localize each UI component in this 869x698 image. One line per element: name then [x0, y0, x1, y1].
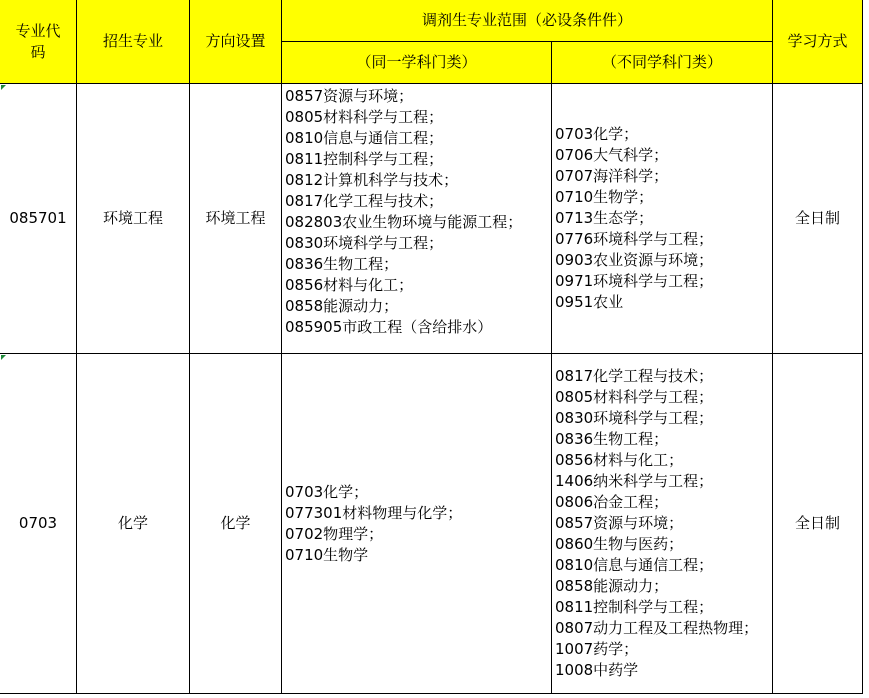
list-item: 1007药学； — [555, 640, 639, 658]
header-direction-text: 方向设置 — [205, 32, 266, 50]
list-item: 0812计算机科学与技术； — [285, 171, 459, 189]
cell-marker-icon — [1, 355, 6, 360]
row2-direction-text: 化学 — [220, 514, 251, 532]
row2-diff-list — [552, 354, 773, 694]
row2-code — [0, 354, 77, 694]
list-item: 0710生物学； — [555, 188, 654, 206]
list-item: 0710生物学 — [285, 545, 369, 564]
row2-major — [77, 354, 190, 694]
row1-study-mode-text: 全日制 — [794, 209, 840, 227]
list-item: 0951农业 — [555, 293, 624, 311]
row2-study-mode-text: 全日制 — [794, 514, 840, 532]
list-item: 0707海洋科学； — [555, 167, 669, 185]
list-item: 0856材料与化工； — [555, 451, 684, 469]
header-major — [77, 0, 190, 84]
row1-direction — [190, 84, 282, 354]
list-item: 0805材料科学与工程； — [285, 108, 444, 126]
row1-code — [0, 84, 77, 354]
list-item: 082803农业生物环境与能源工程； — [285, 213, 523, 231]
row1-direction-text: 环境工程 — [205, 209, 266, 227]
row1-study-mode — [773, 84, 863, 354]
header-code — [0, 0, 77, 84]
list-item: 0703化学； — [555, 125, 639, 143]
header-study-mode — [773, 0, 863, 84]
list-item: 1406纳米科学与工程； — [555, 472, 714, 490]
row2-study-mode — [773, 354, 863, 694]
list-item: 0807动力工程及工程热物理； — [555, 619, 759, 637]
header-major-text: 招生专业 — [102, 32, 163, 50]
list-item: 077301材料物理与化学； — [285, 503, 463, 522]
row1-major-text: 环境工程 — [102, 209, 163, 227]
row1-major — [77, 84, 190, 354]
list-item: 0830环境科学与工程； — [555, 409, 714, 427]
list-item: 0903农业资源与环境； — [555, 251, 714, 269]
row1-diff-list — [552, 84, 773, 354]
list-item: 0857资源与环境； — [285, 87, 414, 105]
list-item: 0776环境科学与工程； — [555, 230, 714, 248]
list-item: 0702物理学； — [285, 524, 384, 543]
list-item: 0858能源动力； — [285, 297, 399, 315]
list-item: 0811控制科学与工程； — [555, 598, 714, 616]
list-item: 0810信息与通信工程； — [555, 556, 714, 574]
list-item: 1008中药学 — [555, 661, 639, 679]
list-item: 0706大气科学； — [555, 146, 669, 164]
list-item: 0810信息与通信工程； — [285, 129, 444, 147]
header-transfer-range-text: 调剂生专业范围（必设条件件） — [421, 11, 632, 29]
list-item: 0857资源与环境； — [555, 514, 684, 532]
list-item: 085905市政工程（含给排水） — [285, 318, 493, 336]
list-item: 0713生态学； — [555, 209, 654, 227]
list-item: 0811控制科学与工程； — [285, 150, 444, 168]
header-diff-category-text: （不同学科门类） — [601, 53, 722, 71]
list-item: 0805材料科学与工程； — [555, 388, 714, 406]
list-item: 0971环境科学与工程； — [555, 272, 714, 290]
header-same-category-text: （同一学科门类） — [356, 53, 477, 71]
header-direction — [190, 0, 282, 84]
list-item: 0856材料与化工； — [285, 276, 414, 294]
list-item: 0860生物与医药； — [555, 535, 684, 553]
list-item: 0836生物工程； — [555, 430, 669, 448]
row2-major-text: 化学 — [117, 514, 148, 532]
list-item: 0806冶金工程； — [555, 493, 669, 511]
list-item: 0830环境科学与工程； — [285, 234, 444, 252]
list-item: 0836生物工程； — [285, 255, 399, 273]
list-item: 0703化学； — [285, 482, 369, 501]
header-study-mode-text: 学习方式 — [787, 32, 848, 50]
header-diff-category — [552, 42, 773, 84]
list-item: 0858能源动力； — [555, 577, 669, 595]
header-transfer-range — [282, 0, 773, 42]
list-item: 0817化学工程与技术； — [555, 367, 714, 385]
header-code-text: 专业代码 — [15, 21, 61, 61]
row1-code-text: 085701 — [9, 209, 67, 227]
cell-marker-icon — [1, 85, 6, 90]
row1-same-list — [282, 84, 552, 354]
header-same-category — [282, 42, 552, 84]
row2-direction — [190, 354, 282, 694]
row2-code-text: 0703 — [18, 514, 58, 532]
row2-same-list — [282, 354, 552, 694]
list-item: 0817化学工程与技术； — [285, 192, 444, 210]
